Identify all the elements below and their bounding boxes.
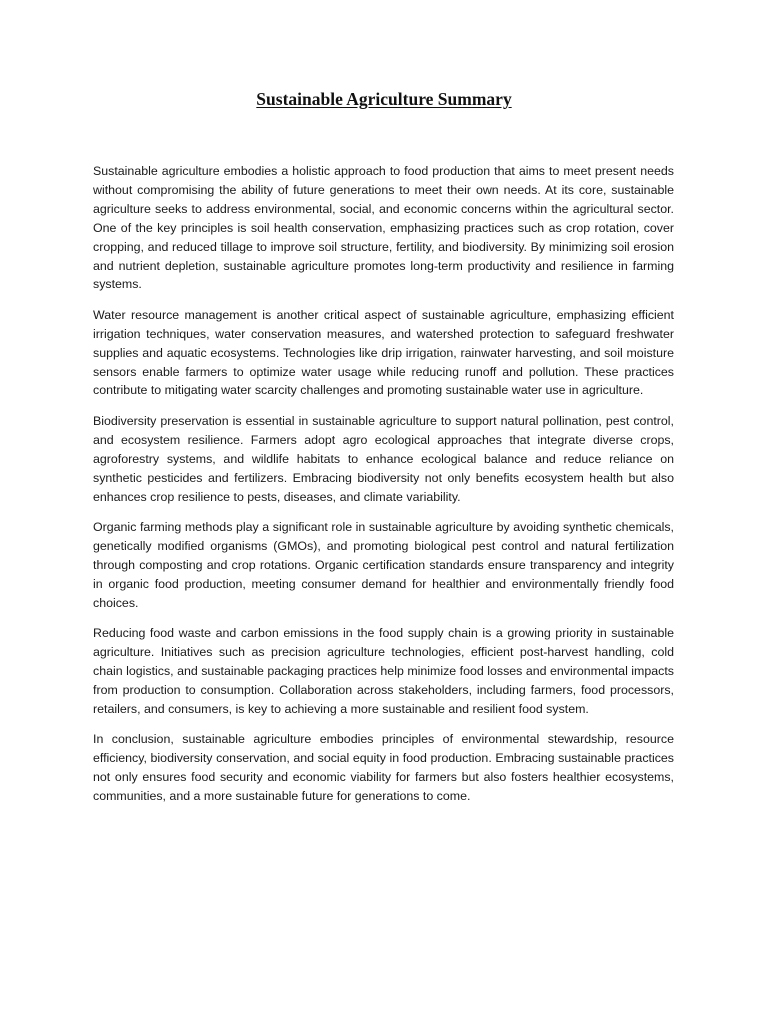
paragraph-soil-health: Sustainable agriculture embodies a holistic approach to food production that aims to meet present needs without compromising the ability of future generations to meet their own needs. At its core, sustainable agriculture seeks to address environmental, social, and economic concerns within the agricultural sector. One of the key principles is soil health conservation, emphasizing practices such as crop rotation, cover cropping, and reduced tillage to improve soil structure, fertility, and biodiversity. By minimizing soil erosion and nutrient depletion, sustainable agriculture promotes long-term productivity and resilience in farming systems.	[93, 164, 674, 292]
document-title: Sustainable Agriculture Summary	[256, 89, 512, 109]
paragraph-organic-farming: Organic farming methods play a significant role in sustainable agriculture by avoiding synthetic chemicals, genetically modified organisms (GMOs), and promoting biological pest control and natural fertilization through composting and crop rotations. Organic certification standards ensure transparency and integrity in organic food production, meeting consumer demand for healthier and environmentally friendly food choices.	[93, 519, 674, 610]
paragraph-food-waste: Reducing food waste and carbon emissions in the food supply chain is a growing priority in sustainable agriculture. Initiatives such as precision agriculture technologies, efficient post-harvest handling, cold chain logistics, and sustainable packaging practices help minimize food losses and environmental impacts from production to consumption. Collaboration across stakeholders, including farmers, food processors, retailers, and consumers, is key to achieving a more sustainable and resilient food system.	[93, 625, 674, 716]
paragraph-water-management: Water resource management is another critical aspect of sustainable agriculture, emphasizing efficient irrigation techniques, water conservation measures, and watershed protection to safeguard freshwater supplies and aquatic ecosystems. Technologies like drip irrigation, rainwater harvesting, and soil moisture sensors enable farmers to optimize water usage while reducing runoff and pollution. These practices contribute to mitigating water scarcity challenges and promoting sustainable water use in agriculture.	[93, 307, 674, 398]
paragraph-conclusion: In conclusion, sustainable agriculture embodies principles of environmental stewardship, resource efficiency, biodiversity conservation, and social equity in food production. Embracing sustainable practices not only ensures food security and economic viability for farmers but also fosters healthier ecosystems, communities, and a more sustainable future for generations to come.	[93, 731, 674, 803]
paragraph-biodiversity: Biodiversity preservation is essential in sustainable agriculture to support natural pollination, pest control, and ecosystem resilience. Farmers adopt agro ecological approaches that integrate diverse crops, agroforestry systems, and wildlife habitats to enhance ecological balance and reduce reliance on synthetic pesticides and fertilizers. Embracing biodiversity not only benefits ecosystem health but also enhances crop resilience to pests, diseases, and climate variability.	[93, 413, 674, 504]
document-body	[93, 162, 674, 817]
